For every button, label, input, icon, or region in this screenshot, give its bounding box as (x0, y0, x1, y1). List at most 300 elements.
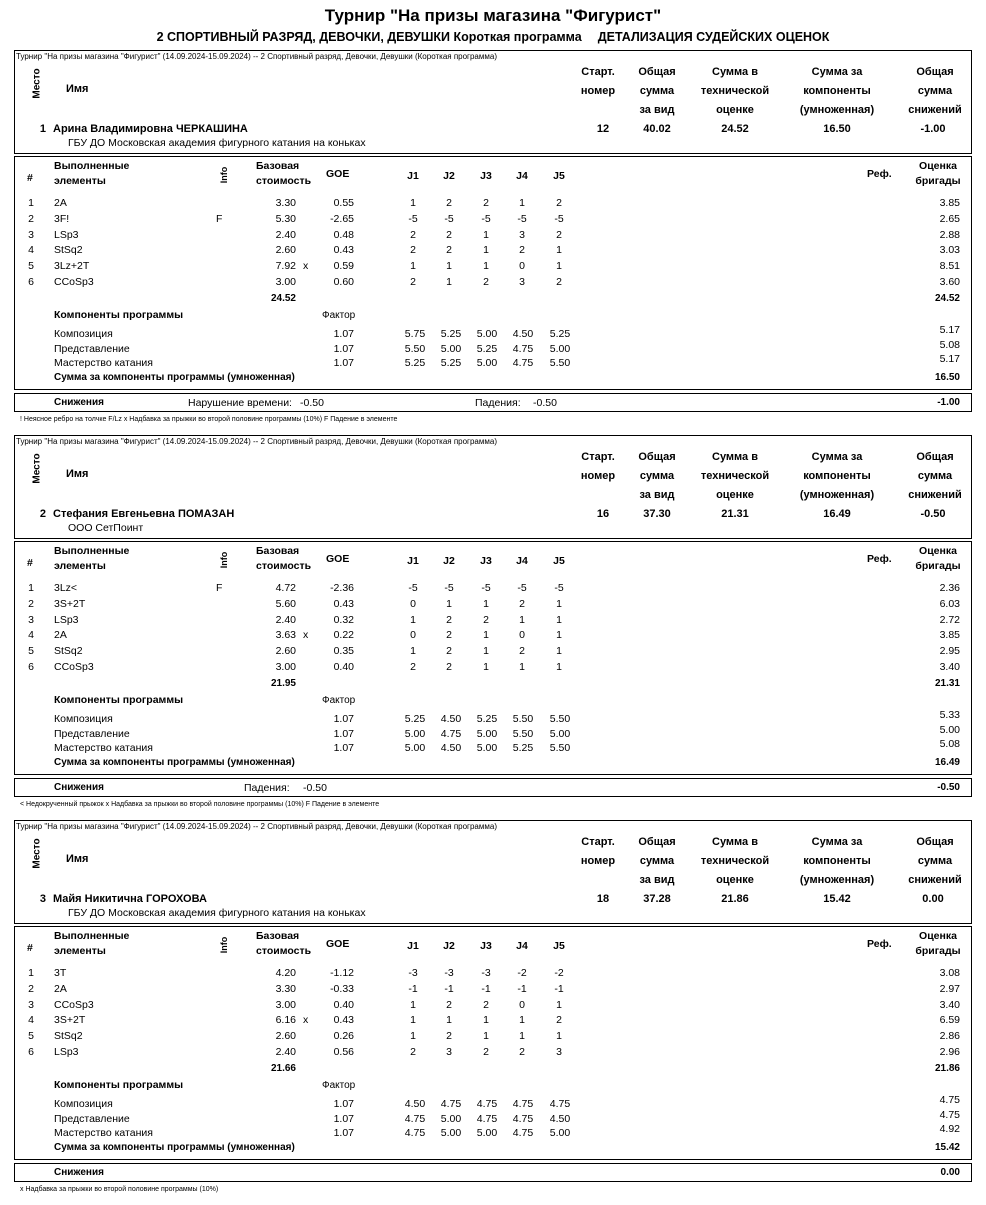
elements-header-2: элементы (54, 175, 106, 187)
element-num: 1 (28, 197, 34, 209)
element-base: 2.40 (275, 228, 296, 241)
tes-header: оценке (716, 104, 754, 116)
element-base: 2.60 (275, 244, 296, 257)
pcs-header: компоненты (803, 855, 871, 867)
element-panel-score: 3.03 (939, 244, 960, 257)
components-total: 16.50 (934, 372, 960, 383)
element-panel-score: 2.96 (939, 1046, 960, 1058)
element-judge-score: 2 (410, 1046, 416, 1058)
elements-header-2: элементы (54, 560, 106, 572)
element-judge-score: -5 (554, 582, 564, 594)
component-judge-score: 5.50 (549, 742, 571, 754)
element-judge-score: -5 (481, 582, 491, 594)
tes-total: 21.86 (934, 1063, 960, 1074)
element-info: F (216, 212, 223, 225)
element-judge-score: 1 (446, 1014, 452, 1027)
element-judge-score: -5 (444, 582, 454, 594)
deduction-label: Нарушение времени: (188, 397, 292, 409)
component-factor: 1.07 (333, 328, 354, 340)
element-goe: 0.48 (333, 228, 354, 241)
element-name: StSq2 (54, 1030, 83, 1043)
deductions-header: сумма (917, 85, 953, 97)
element-judge-score: -1 (517, 982, 527, 995)
element-num: 4 (28, 244, 34, 257)
deduction-value: -0.50 (533, 397, 557, 409)
component-judge-score: 5.00 (440, 1112, 462, 1125)
component-judge-score: 5.00 (476, 357, 498, 369)
element-judge-score: -1 (554, 982, 564, 995)
deductions-title: Снижения (54, 1167, 104, 1178)
element-judge-score: 2 (556, 228, 562, 241)
element-judge-score: 2 (446, 244, 452, 257)
element-num: 5 (28, 1030, 34, 1043)
component-judge-score: 5.00 (549, 342, 571, 355)
place-value: 2 (39, 508, 46, 520)
component-factor: 1.07 (333, 1112, 354, 1125)
element-judge-score: 1 (556, 260, 562, 273)
element-goe: 0.40 (333, 661, 354, 673)
component-panel-score: 5.08 (939, 338, 960, 351)
skater-name: Майя Никитична ГОРОХОВА (53, 893, 207, 905)
element-judge-score: -5 (517, 212, 527, 225)
total-score-header: Общая (638, 66, 676, 78)
element-panel-score: 6.59 (939, 1014, 960, 1027)
element-base: 4.20 (275, 967, 296, 979)
pcs-header: (умноженная) (799, 104, 875, 116)
element-judge-score: 2 (410, 661, 416, 673)
element-name: CCoSp3 (54, 276, 94, 288)
event-line: Турнир "На призы магазина "Фигурист" (14.09.2024-15.09.2024) -- 2 Спортивный разряд, Девочки, Девушки (Короткая программа) (16, 822, 497, 831)
component-judge-score: 5.00 (404, 742, 426, 754)
deductions-header: Общая (916, 66, 954, 78)
element-judge-score: 3 (519, 276, 525, 288)
element-judge-score: -3 (444, 967, 454, 979)
element-judge-score: 0 (519, 998, 525, 1011)
component-judge-score: 5.50 (512, 727, 534, 740)
element-judge-score: 1 (446, 597, 452, 610)
element-judge-score: 1 (483, 597, 489, 610)
components-sum-label: Сумма за компоненты программы (умноженная) (54, 372, 295, 383)
element-goe: -0.33 (330, 982, 354, 995)
element-num: 6 (28, 661, 34, 673)
element-judge-score: 3 (556, 1046, 562, 1058)
total-score-value: 37.30 (643, 508, 671, 520)
element-base: 2.60 (275, 645, 296, 658)
tes-header: технической (700, 470, 770, 482)
element-num: 2 (28, 597, 34, 610)
judge-header: J4 (516, 555, 528, 567)
element-judge-score: 1 (519, 1014, 525, 1027)
element-judge-score: 1 (556, 244, 562, 257)
judge-header: J5 (553, 940, 565, 952)
judge-header: J1 (407, 555, 419, 567)
component-judge-score: 4.75 (476, 1098, 498, 1110)
element-panel-score: 3.40 (939, 661, 960, 673)
element-name: 3Lz+2T (54, 260, 90, 273)
start-number-value: 16 (596, 508, 610, 520)
element-base: 3.00 (275, 661, 296, 673)
component-factor: 1.07 (333, 342, 354, 355)
element-base: 4.72 (275, 582, 296, 594)
element-info: F (216, 582, 223, 594)
element-judge-score: 1 (519, 1030, 525, 1043)
component-judge-score: 4.50 (440, 742, 462, 754)
element-goe: 0.32 (333, 613, 354, 626)
component-judge-score: 5.00 (440, 1127, 462, 1139)
tes-total: 21.31 (934, 678, 960, 689)
element-judge-score: 0 (410, 597, 416, 610)
element-judge-score: 1 (446, 276, 452, 288)
component-judge-score: 4.75 (404, 1112, 426, 1125)
element-judge-score: 3 (446, 1046, 452, 1058)
element-panel-score: 2.65 (939, 212, 960, 225)
element-judge-score: 2 (556, 1014, 562, 1027)
components-total: 15.42 (934, 1142, 960, 1153)
element-name: StSq2 (54, 645, 83, 658)
skater-club: ГБУ ДО Московская академия фигурного катания на коньках (68, 907, 366, 919)
element-name: 3T (54, 967, 67, 979)
tes-header: Сумма в (712, 836, 758, 848)
component-panel-score: 5.33 (939, 709, 960, 721)
component-judge-score: 5.25 (512, 742, 534, 754)
element-num: 3 (28, 228, 34, 241)
element-panel-score: 8.51 (939, 260, 960, 273)
element-goe: 0.40 (333, 998, 354, 1011)
judge-header: J1 (407, 940, 419, 952)
element-panel-score: 2.86 (939, 1030, 960, 1043)
tes-header: технической (700, 855, 770, 867)
element-panel-score: 6.03 (939, 597, 960, 610)
deductions-value: 0.00 (922, 893, 944, 905)
component-judge-score: 5.25 (549, 328, 571, 340)
panel-score-header-2: бригады (915, 175, 961, 187)
element-judge-score: 1 (556, 1030, 562, 1043)
deduction-label: Падения: (244, 782, 290, 794)
elements-header-1: Выполненные (54, 545, 130, 557)
element-judge-score: -1 (444, 982, 454, 995)
base-value-header-2: стоимость (256, 560, 312, 572)
tes-header: технической (700, 85, 770, 97)
element-num: 4 (28, 1014, 34, 1027)
category-label: 2 СПОРТИВНЫЙ РАЗРЯД, ДЕВОЧКИ, ДЕВУШКИ Короткая программа (156, 30, 582, 44)
start-number-header: Старт. (581, 66, 615, 78)
component-panel-score: 5.08 (939, 738, 960, 750)
component-judge-score: 4.75 (512, 357, 534, 369)
element-judge-score: 1 (556, 998, 562, 1011)
element-judge-score: 1 (410, 197, 416, 209)
element-judge-score: 1 (519, 613, 525, 626)
components-sum-label: Сумма за компоненты программы (умноженная) (54, 1142, 295, 1153)
name-header: Имя (66, 468, 89, 480)
element-num: 6 (28, 276, 34, 288)
element-judge-score: 2 (519, 597, 525, 610)
element-judge-score: 1 (483, 260, 489, 273)
total-score-header: Общая (638, 451, 676, 463)
components-title: Компоненты программы (54, 694, 184, 706)
pcs-header: компоненты (803, 470, 871, 482)
base-value-header-1: Базовая (256, 930, 300, 942)
component-name: Представление (54, 727, 130, 740)
component-name: Композиция (54, 1098, 113, 1110)
component-judge-score: 5.00 (476, 727, 498, 740)
panel-score-header-1: Оценка (919, 160, 957, 172)
element-base: 3.63 (275, 629, 296, 642)
total-score-header: Общая (638, 836, 676, 848)
element-judge-score: 1 (483, 244, 489, 257)
element-goe: 0.43 (333, 244, 354, 257)
element-judge-score: 1 (556, 645, 562, 658)
element-goe: -2.65 (330, 212, 354, 225)
pcs-value: 15.42 (823, 893, 851, 905)
element-judge-score: 1 (483, 629, 489, 642)
components-total: 16.49 (934, 757, 960, 768)
tes-header: оценке (716, 874, 754, 886)
base-value-header-1: Базовая (256, 545, 300, 557)
elements-header-1: Выполненные (54, 930, 130, 942)
deductions-value: -1.00 (920, 123, 946, 135)
num-header: # (27, 942, 33, 954)
element-judge-score: 2 (519, 645, 525, 658)
total-score-header: сумма (639, 85, 675, 97)
component-judge-score: 5.25 (476, 713, 498, 725)
element-judge-score: 1 (410, 998, 416, 1011)
component-judge-score: 5.00 (476, 742, 498, 754)
element-base: 3.00 (275, 998, 296, 1011)
page-subtitle (0, 30, 986, 44)
component-judge-score: 4.75 (512, 1112, 534, 1125)
base-total: 21.66 (270, 1063, 296, 1074)
components-sum-label: Сумма за компоненты программы (умноженная) (54, 757, 295, 768)
element-judge-score: -5 (481, 212, 491, 225)
judge-header: J1 (407, 170, 419, 182)
element-judge-score: -1 (408, 982, 418, 995)
element-base: 3.00 (275, 276, 296, 288)
skater-name: Стефания Евгеньевна ПОМАЗАН (53, 508, 235, 520)
element-judge-score: 1 (410, 260, 416, 273)
component-judge-score: 4.75 (440, 1098, 462, 1110)
deductions-box (14, 1163, 972, 1182)
skater-name: Арина Владимировна ЧЕРКАШИНА (53, 123, 248, 135)
goe-header: GOE (326, 938, 350, 950)
element-judge-score: -2 (517, 967, 527, 979)
element-judge-score: 2 (556, 276, 562, 288)
component-panel-score: 5.00 (939, 723, 960, 736)
component-judge-score: 5.00 (476, 328, 498, 340)
element-base: 2.60 (275, 1030, 296, 1043)
element-judge-score: 2 (446, 998, 452, 1011)
start-number-value: 12 (596, 123, 610, 135)
components-title: Компоненты программы (54, 309, 184, 321)
elements-box (14, 926, 972, 1160)
element-goe: 0.55 (333, 197, 354, 209)
component-judge-score: 4.75 (549, 1098, 571, 1110)
element-judge-score: 2 (483, 613, 489, 626)
element-name: 3S+2T (54, 1014, 86, 1027)
skater-block (0, 435, 986, 820)
skater-block (0, 820, 986, 1205)
deductions-header: снижений (908, 489, 962, 501)
judge-header: J5 (553, 170, 565, 182)
deductions-value: -0.50 (920, 508, 946, 520)
element-panel-score: 3.40 (939, 998, 960, 1011)
deductions-header: Общая (916, 836, 954, 848)
num-header: # (27, 557, 33, 569)
component-judge-score: 4.75 (512, 1127, 534, 1139)
judge-header: J5 (553, 555, 565, 567)
component-factor: 1.07 (333, 713, 354, 725)
deductions-total: 0.00 (940, 1167, 960, 1178)
report-label: ДЕТАЛИЗАЦИЯ СУДЕЙСКИХ ОЦЕНОК (597, 30, 830, 44)
tes-value: 21.31 (721, 508, 749, 520)
pcs-header: Сумма за (811, 66, 863, 78)
element-name: 2A (54, 629, 67, 642)
element-goe: 0.35 (333, 645, 354, 658)
tes-value: 21.86 (721, 893, 749, 905)
element-judge-score: 2 (446, 228, 452, 241)
skater-club: ООО СетПоинт (68, 522, 144, 534)
place-header: Место (31, 838, 43, 869)
judge-header: J4 (516, 170, 528, 182)
element-panel-score: 2.97 (939, 982, 960, 995)
start-number-header: номер (580, 470, 616, 482)
element-judge-score: 0 (519, 629, 525, 642)
component-judge-score: 5.50 (549, 357, 571, 369)
footnote: < Недокрученный прыжок x Надбавка за прыжки во второй половине программы (10%) F Падение в элементе (20, 801, 380, 808)
component-factor: 1.07 (333, 357, 354, 369)
place-header: Место (31, 68, 43, 99)
ref-header: Реф. (867, 168, 892, 180)
element-judge-score: 2 (410, 276, 416, 288)
element-judge-score: 0 (519, 260, 525, 273)
element-base: 6.16 (275, 1014, 296, 1027)
component-judge-score: 5.25 (404, 713, 426, 725)
element-goe: 0.43 (333, 597, 354, 610)
judge-header: J4 (516, 940, 528, 952)
element-name: LSp3 (54, 613, 79, 626)
element-base: 2.40 (275, 1046, 296, 1058)
element-judge-score: 1 (556, 613, 562, 626)
panel-score-header-2: бригады (915, 945, 961, 957)
component-panel-score: 4.92 (939, 1123, 960, 1135)
pcs-value: 16.50 (823, 123, 851, 135)
element-judge-score: 2 (519, 244, 525, 257)
name-header: Имя (66, 83, 89, 95)
element-panel-score: 3.85 (939, 629, 960, 642)
component-name: Представление (54, 1112, 130, 1125)
element-judge-score: 2 (483, 276, 489, 288)
element-judge-score: 2 (410, 228, 416, 241)
start-number-header: Старт. (581, 836, 615, 848)
place-value: 3 (39, 893, 46, 905)
element-judge-score: 2 (446, 613, 452, 626)
element-goe: 0.56 (333, 1046, 354, 1058)
num-header: # (27, 172, 33, 184)
element-panel-score: 2.72 (939, 613, 960, 626)
elements-header-1: Выполненные (54, 160, 130, 172)
elements-header-2: элементы (54, 945, 106, 957)
deductions-header: снижений (908, 104, 962, 116)
component-judge-score: 5.25 (476, 342, 498, 355)
tes-header: оценке (716, 489, 754, 501)
components-title: Компоненты программы (54, 1079, 184, 1091)
pcs-header: компоненты (803, 85, 871, 97)
deductions-header: сумма (917, 470, 953, 482)
element-goe: -1.12 (330, 967, 354, 979)
component-factor: 1.07 (333, 727, 354, 740)
info-header: Info (219, 551, 229, 569)
place-header: Место (31, 453, 43, 484)
element-judge-score: 1 (410, 1014, 416, 1027)
element-judge-score: 2 (446, 1030, 452, 1043)
component-name: Мастерство катания (54, 1127, 153, 1139)
judge-header: J2 (443, 940, 455, 952)
element-judge-score: -1 (481, 982, 491, 995)
element-name: CCoSp3 (54, 998, 94, 1011)
info-header: Info (219, 936, 229, 954)
deductions-box (14, 778, 972, 797)
component-judge-score: 5.00 (549, 727, 571, 740)
element-base: 2.40 (275, 613, 296, 626)
element-base: 3.30 (275, 197, 296, 209)
judge-header: J3 (480, 555, 492, 567)
element-goe: 0.59 (333, 260, 354, 273)
component-judge-score: 5.50 (404, 342, 426, 355)
name-header: Имя (66, 853, 89, 865)
start-number-header: номер (580, 85, 616, 97)
element-judge-score: 1 (446, 260, 452, 273)
component-panel-score: 4.75 (939, 1094, 960, 1106)
component-panel-score: 4.75 (939, 1108, 960, 1121)
element-judge-score: 1 (410, 645, 416, 658)
element-judge-score: 1 (556, 629, 562, 642)
base-total: 24.52 (270, 293, 296, 304)
element-judge-score: 1 (410, 1030, 416, 1043)
element-judge-score: -3 (481, 967, 491, 979)
element-judge-score: 2 (483, 1046, 489, 1058)
total-score-header: за вид (639, 874, 675, 886)
skater-block (0, 50, 986, 435)
element-panel-score: 3.85 (939, 197, 960, 209)
element-judge-score: 1 (483, 645, 489, 658)
page-title: Турнир "На призы магазина "Фигурист" (324, 6, 662, 25)
footnote: ! Неясное ребро на толчке F/Lz x Надбавка за прыжки во второй половине программы (10%) F Падение в элементе (20, 416, 398, 423)
component-judge-score: 5.75 (404, 328, 426, 340)
deduction-value: -0.50 (300, 397, 324, 409)
total-score-value: 40.02 (643, 123, 671, 135)
element-panel-score: 2.95 (939, 645, 960, 658)
element-name: 3Lz< (54, 582, 78, 594)
pcs-header: Сумма за (811, 836, 863, 848)
component-judge-score: 4.50 (549, 1112, 571, 1125)
component-judge-score: 4.75 (512, 1098, 534, 1110)
element-base: 7.92 (275, 260, 296, 273)
element-num: 1 (28, 582, 34, 594)
event-line: Турнир "На призы магазина "Фигурист" (14.09.2024-15.09.2024) -- 2 Спортивный разряд, Девочки, Девушки (Короткая программа) (16, 52, 497, 61)
panel-score-header-2: бригады (915, 560, 961, 572)
component-judge-score: 4.75 (440, 727, 462, 740)
element-x-mark: x (303, 260, 309, 273)
element-judge-score: -5 (408, 582, 418, 594)
element-judge-score: 1 (519, 197, 525, 209)
element-judge-score: 1 (556, 661, 562, 673)
factor-header: Фактор (322, 695, 356, 706)
element-judge-score: -5 (408, 212, 418, 225)
goe-header: GOE (326, 553, 350, 565)
pcs-value: 16.49 (823, 508, 851, 520)
ref-header: Реф. (867, 938, 892, 950)
element-name: 3F! (54, 212, 70, 225)
element-num: 6 (28, 1046, 34, 1058)
